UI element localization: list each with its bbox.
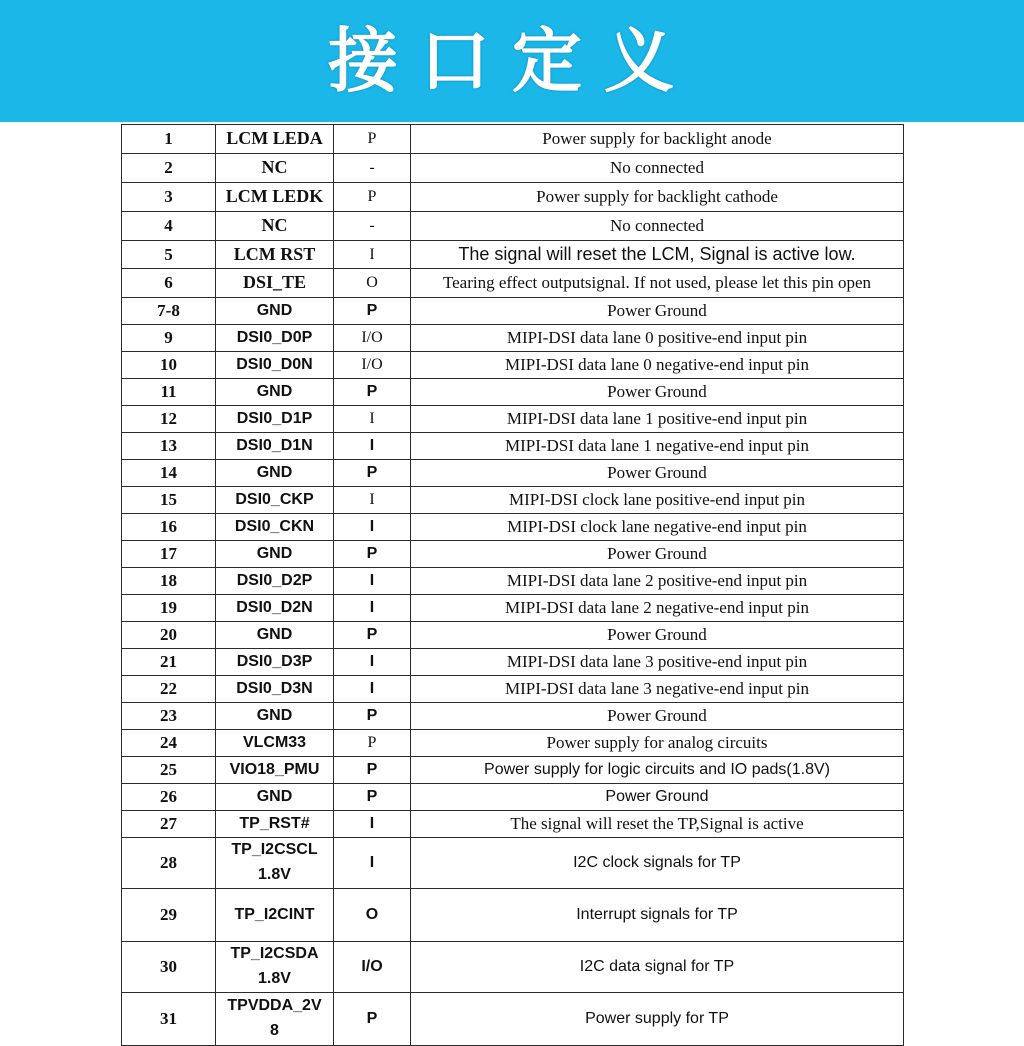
pin-name: DSI0_D0N (216, 352, 334, 379)
pin-number: 20 (122, 622, 216, 649)
pin-number: 16 (122, 514, 216, 541)
pin-io-type: I/O (334, 941, 411, 992)
table-row (122, 240, 904, 269)
pin-name: DSI0_D1N (216, 433, 334, 460)
table-row (122, 595, 904, 622)
pin-number: 31 (122, 992, 216, 1045)
pin-description: Interrupt signals for TP (411, 888, 904, 941)
pin-name: GND (216, 460, 334, 487)
pin-number: 18 (122, 568, 216, 595)
pin-name: TPVDDA_2V 8 (216, 992, 334, 1045)
table-row (122, 541, 904, 568)
pin-number: 9 (122, 325, 216, 352)
pin-name: DSI0_D2N (216, 595, 334, 622)
pin-io-type: P (334, 460, 411, 487)
pin-description: Power supply for backlight cathode (411, 182, 904, 211)
pin-io-type: P (334, 784, 411, 811)
pin-number: 27 (122, 811, 216, 838)
table-row (122, 703, 904, 730)
pin-io-type: P (334, 125, 411, 154)
pin-description: Power Ground (411, 703, 904, 730)
table-row (122, 325, 904, 352)
table-row (122, 811, 904, 838)
pin-io-type: P (334, 182, 411, 211)
pin-name: GND (216, 703, 334, 730)
table-row (122, 298, 904, 325)
table-row (122, 153, 904, 182)
pin-io-type: I/O (334, 352, 411, 379)
pin-name: DSI0_D2P (216, 568, 334, 595)
pin-name: GND (216, 541, 334, 568)
pin-io-type: P (334, 622, 411, 649)
table-row (122, 730, 904, 757)
pin-description: Power supply for logic circuits and IO pads(1.8V) (411, 757, 904, 784)
pin-io-type: I (334, 514, 411, 541)
pin-name: DSI0_CKN (216, 514, 334, 541)
pin-description: MIPI-DSI data lane 0 negative-end input pin (411, 352, 904, 379)
pin-description: Power Ground (411, 298, 904, 325)
pin-number: 15 (122, 487, 216, 514)
pin-number: 24 (122, 730, 216, 757)
pin-io-type: I (334, 595, 411, 622)
pin-description: MIPI-DSI data lane 3 positive-end input pin (411, 649, 904, 676)
pin-number: 6 (122, 269, 216, 298)
pin-description: Power Ground (411, 784, 904, 811)
table-row (122, 379, 904, 406)
pin-description: MIPI-DSI data lane 1 positive-end input pin (411, 406, 904, 433)
pin-name: GND (216, 622, 334, 649)
pin-number: 3 (122, 182, 216, 211)
pin-description: MIPI-DSI data lane 1 negative-end input pin (411, 433, 904, 460)
pin-description: MIPI-DSI data lane 2 positive-end input pin (411, 568, 904, 595)
pin-description: Power supply for backlight anode (411, 125, 904, 154)
pin-description: Power supply for TP (411, 992, 904, 1045)
pin-name: LCM RST (216, 240, 334, 269)
pin-description: No connected (411, 153, 904, 182)
pin-io-type: - (334, 153, 411, 182)
pin-name: NC (216, 153, 334, 182)
pin-number: 2 (122, 153, 216, 182)
pin-description: MIPI-DSI clock lane negative-end input pin (411, 514, 904, 541)
pin-description: Power Ground (411, 460, 904, 487)
table-row (122, 941, 904, 992)
pin-io-type: P (334, 298, 411, 325)
pin-name: GND (216, 784, 334, 811)
table-row (122, 757, 904, 784)
header-banner (0, 0, 1024, 122)
pin-io-type: I/O (334, 325, 411, 352)
pin-number: 10 (122, 352, 216, 379)
pin-name: LCM LEDK (216, 182, 334, 211)
pin-number: 11 (122, 379, 216, 406)
pin-number: 4 (122, 211, 216, 240)
pin-io-type: P (334, 757, 411, 784)
pin-io-type: I (334, 240, 411, 269)
pin-definition-table (121, 124, 904, 1046)
pin-io-type: - (334, 211, 411, 240)
pin-io-type: I (334, 406, 411, 433)
pin-name: TP_I2CSCL 1.8V (216, 838, 334, 889)
table-row (122, 649, 904, 676)
table-row (122, 487, 904, 514)
pin-description: I2C clock signals for TP (411, 838, 904, 889)
pin-name: GND (216, 379, 334, 406)
pin-number: 14 (122, 460, 216, 487)
pin-io-type: P (334, 703, 411, 730)
pin-name: TP_I2CINT (216, 888, 334, 941)
pin-io-type: I (334, 649, 411, 676)
pin-name: DSI0_D1P (216, 406, 334, 433)
pin-number: 7-8 (122, 298, 216, 325)
table-row (122, 676, 904, 703)
pin-io-type: P (334, 730, 411, 757)
table-row (122, 433, 904, 460)
pin-io-type: O (334, 269, 411, 298)
pin-number: 1 (122, 125, 216, 154)
pin-name: DSI0_CKP (216, 487, 334, 514)
pin-description: The signal will reset the TP,Signal is active (411, 811, 904, 838)
pin-description: Tearing effect outputsignal. If not used, please let this pin open (411, 269, 904, 298)
pin-number: 26 (122, 784, 216, 811)
pin-description: MIPI-DSI data lane 2 negative-end input pin (411, 595, 904, 622)
pin-name: LCM LEDA (216, 125, 334, 154)
pin-description: MIPI-DSI data lane 0 positive-end input pin (411, 325, 904, 352)
pin-number: 25 (122, 757, 216, 784)
table-row (122, 125, 904, 154)
pin-description: Power supply for analog circuits (411, 730, 904, 757)
pin-io-type: I (334, 811, 411, 838)
table-row (122, 211, 904, 240)
table-row (122, 514, 904, 541)
pin-number: 23 (122, 703, 216, 730)
pin-name: DSI_TE (216, 269, 334, 298)
table-row (122, 269, 904, 298)
pin-number: 29 (122, 888, 216, 941)
table-row (122, 622, 904, 649)
page-title: 接口定义 (328, 20, 696, 102)
table-row (122, 182, 904, 211)
pin-description: No connected (411, 211, 904, 240)
pin-name: GND (216, 298, 334, 325)
pin-number: 28 (122, 838, 216, 889)
pin-name: DSI0_D3P (216, 649, 334, 676)
pin-name: NC (216, 211, 334, 240)
pin-io-type: I (334, 568, 411, 595)
pin-description: Power Ground (411, 541, 904, 568)
pin-io-type: P (334, 541, 411, 568)
pin-io-type: I (334, 838, 411, 889)
pin-number: 13 (122, 433, 216, 460)
pin-description: The signal will reset the LCM, Signal is active low. (411, 240, 904, 269)
table-row (122, 992, 904, 1045)
pin-number: 30 (122, 941, 216, 992)
table-row (122, 888, 904, 941)
table-row (122, 568, 904, 595)
table-row (122, 352, 904, 379)
pin-description: Power Ground (411, 622, 904, 649)
pin-io-type: I (334, 676, 411, 703)
pin-name: DSI0_D3N (216, 676, 334, 703)
pin-io-type: O (334, 888, 411, 941)
table-row (122, 460, 904, 487)
pin-description: MIPI-DSI data lane 3 negative-end input pin (411, 676, 904, 703)
pin-name: TP_I2CSDA 1.8V (216, 941, 334, 992)
pin-description: I2C data signal for TP (411, 941, 904, 992)
pin-io-type: P (334, 379, 411, 406)
table-row (122, 784, 904, 811)
pin-description: Power Ground (411, 379, 904, 406)
pin-name: DSI0_D0P (216, 325, 334, 352)
pin-description: MIPI-DSI clock lane positive-end input pin (411, 487, 904, 514)
pin-number: 5 (122, 240, 216, 269)
pin-name: TP_RST# (216, 811, 334, 838)
pin-name: VIO18_PMU (216, 757, 334, 784)
pin-number: 12 (122, 406, 216, 433)
pin-number: 21 (122, 649, 216, 676)
pin-name: VLCM33 (216, 730, 334, 757)
pin-io-type: I (334, 487, 411, 514)
pin-table-body (122, 125, 904, 1046)
table-row (122, 838, 904, 889)
table-row (122, 406, 904, 433)
pin-io-type: I (334, 433, 411, 460)
pin-number: 19 (122, 595, 216, 622)
pin-number: 22 (122, 676, 216, 703)
pin-io-type: P (334, 992, 411, 1045)
pin-number: 17 (122, 541, 216, 568)
